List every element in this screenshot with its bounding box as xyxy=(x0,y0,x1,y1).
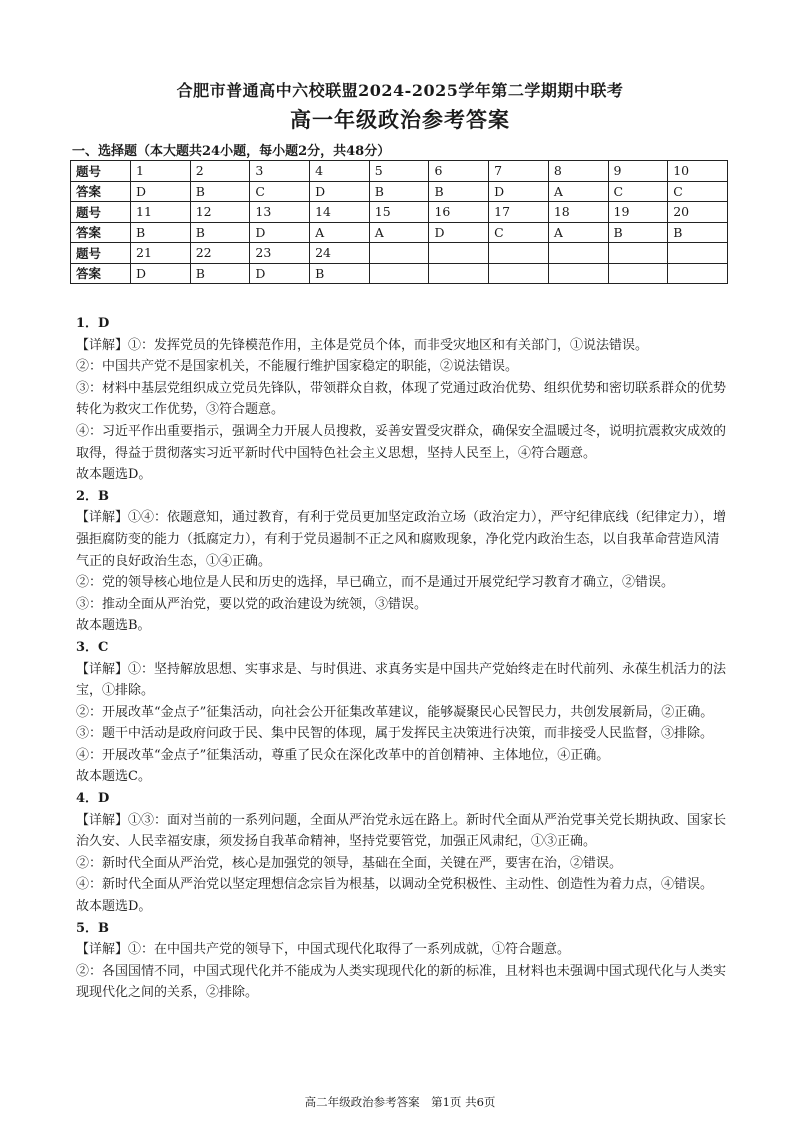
table-cell: 23 xyxy=(250,243,310,264)
section-heading: 一、选择题（本大题共24小题，每小题2分，共48分） xyxy=(72,144,391,159)
table-cell: 11 xyxy=(131,202,191,223)
explanation-line: ②：中国共产党不是国家机关，不能履行维护国家稳定的职能，②说法错误。 xyxy=(76,359,519,375)
explanations xyxy=(76,313,730,1004)
explanation-line: 故本题选D。 xyxy=(76,899,152,915)
question-number: 5．B xyxy=(76,920,110,936)
table-cell: B xyxy=(369,181,429,202)
table-row xyxy=(71,243,728,264)
table-cell: 14 xyxy=(310,202,370,223)
table-cell: D xyxy=(489,181,549,202)
explanation-line: 【详解】①：发挥党员的先锋模范作用，主体是党员个体，而非受灾地区和有关部门，①说法错误。 xyxy=(76,337,649,353)
row-label: 答案 xyxy=(71,181,131,202)
table-cell: 20 xyxy=(668,202,728,223)
table-cell xyxy=(489,263,549,284)
table-cell: B xyxy=(310,263,370,284)
table-cell: C xyxy=(489,222,549,243)
table-cell xyxy=(548,243,608,264)
table-cell: B xyxy=(190,263,250,284)
table-cell xyxy=(429,263,489,284)
table-cell: 12 xyxy=(190,202,250,223)
table-cell: C xyxy=(608,181,668,202)
table-row xyxy=(71,202,728,223)
table-cell xyxy=(369,243,429,264)
table-row xyxy=(71,181,728,202)
table-cell: D xyxy=(310,181,370,202)
explanation-line: 【详解】①④：依题意知，通过教育，有利于党员更加坚定政治立场（政治定力），严守纪律底线（纪律定力），增强拒腐防变的能力（抵腐定力），有利于党员遏制不正之风和腐败现象，净化党内政治生态，以自我革命营造风清气正的良好政治生态，①④正确。 xyxy=(76,510,727,569)
exam-title: 合肥市普通高中六校联盟2024-2025学年第二学期期中联考 xyxy=(176,81,624,100)
table-cell: 8 xyxy=(548,161,608,182)
table-cell: 17 xyxy=(489,202,549,223)
table-row xyxy=(71,161,728,182)
row-label: 题号 xyxy=(71,161,131,182)
table-cell: D xyxy=(429,222,489,243)
table-cell: 10 xyxy=(668,161,728,182)
answer-table xyxy=(70,160,728,284)
table-cell: 1 xyxy=(131,161,191,182)
table-cell: B xyxy=(190,222,250,243)
explanation-line: 【详解】①：坚持解放思想、实事求是、与时俱进、求真务实是中国共产党始终走在时代前列、永葆生机活力的法宝，①排除。 xyxy=(76,661,727,699)
document-subtitle: 高一年级政治参考答案 xyxy=(290,107,510,132)
explanation-line: ②：党的领导核心地位是人民和历史的选择，早已确立，而不是通过开展党纪学习教育才确立，②错误。 xyxy=(76,575,675,591)
table-cell: A xyxy=(310,222,370,243)
table-cell: 7 xyxy=(489,161,549,182)
table-cell xyxy=(668,243,728,264)
explanation-line: 【详解】①：在中国共产党的领导下，中国式现代化取得了一系列成就，①符合题意。 xyxy=(76,942,571,958)
row-label: 题号 xyxy=(71,243,131,264)
table-cell: 19 xyxy=(608,202,668,223)
explanation-line: ④：新时代全面从严治党以坚定理想信念宗旨为根基，以调动全党积极性、主动性、创造性为着力点，④错误。 xyxy=(76,877,714,893)
table-cell xyxy=(548,263,608,284)
table-cell: 3 xyxy=(250,161,310,182)
explanation-line: ③：材料中基层党组织成立党员先锋队，带领群众自救，体现了党通过政治优势、组织优势和密切联系群众的优势转化为救灾工作优势，③符合题意。 xyxy=(76,380,727,418)
table-cell: A xyxy=(548,222,608,243)
table-cell: D xyxy=(131,263,191,284)
explanation-line: 【详解】①③：面对当前的一系列问题，全面从严治党永远在路上。新时代全面从严治党事关党长期执政、国家长治久安、人民幸福安康，须发扬自我革命精神，坚持党要管党，加强正风肃纪，①③正确。 xyxy=(76,812,727,850)
row-label: 答案 xyxy=(71,263,131,284)
table-cell xyxy=(369,263,429,284)
table-cell: 5 xyxy=(369,161,429,182)
table-cell: 6 xyxy=(429,161,489,182)
explanation-line: 故本题选D。 xyxy=(76,467,152,483)
table-cell: B xyxy=(668,222,728,243)
table-cell: B xyxy=(131,222,191,243)
question-number: 3．C xyxy=(76,639,109,655)
page-footer: 高二年级政治参考答案 第1页 共6页 xyxy=(304,1095,496,1109)
table-cell xyxy=(608,263,668,284)
table-cell: A xyxy=(369,222,429,243)
question-number: 2．B xyxy=(76,488,110,504)
table-cell: A xyxy=(548,181,608,202)
table-cell: B xyxy=(608,222,668,243)
table-row xyxy=(71,222,728,243)
table-cell xyxy=(489,243,549,264)
table-cell xyxy=(608,243,668,264)
explanation-line: ③：推动全面从严治党，要以党的政治建设为统领，③错误。 xyxy=(76,596,428,612)
explanation-line: ④：习近平作出重要指示，强调全力开展人员搜救，妥善安置受灾群众，确保安全温暖过冬，说明抗震救灾成效的取得，得益于贯彻落实习近平新时代中国特色社会主义思想，坚持人民至上，④符合题意。 xyxy=(76,423,727,461)
table-cell: 13 xyxy=(250,202,310,223)
row-label: 题号 xyxy=(71,202,131,223)
table-cell: 2 xyxy=(190,161,250,182)
table-cell: D xyxy=(250,222,310,243)
table-cell: C xyxy=(250,181,310,202)
table-cell: 15 xyxy=(369,202,429,223)
table-cell: D xyxy=(131,181,191,202)
explanation-line: 故本题选C。 xyxy=(76,769,151,785)
table-row xyxy=(71,263,728,284)
explanation-line: ②：开展改革“金点子”征集活动，向社会公开征集改革建议，能够凝聚民心民智民力，共创发展新局，②正确。 xyxy=(76,704,714,720)
table-cell: C xyxy=(668,181,728,202)
table-cell: 22 xyxy=(190,243,250,264)
table-cell: 4 xyxy=(310,161,370,182)
table-cell xyxy=(668,263,728,284)
table-cell: 16 xyxy=(429,202,489,223)
table-cell: 21 xyxy=(131,243,191,264)
table-cell: D xyxy=(250,263,310,284)
explanation-line: ④：开展改革“金点子”征集活动，尊重了民众在深化改革中的首创精神、主体地位，④正确。 xyxy=(76,747,610,763)
explanation-line: ②：各国国情不同，中国式现代化并不能成为人类实现现代化的新的标准，且材料也未强调中国式现代化与人类实现现代化之间的关系，②排除。 xyxy=(76,963,727,1001)
table-cell: 18 xyxy=(548,202,608,223)
explanation-line: ③：题干中活动是政府问政于民、集中民智的体现，属于发挥民主决策进行决策，而非接受人民监督，③排除。 xyxy=(76,726,714,742)
row-label: 答案 xyxy=(71,222,131,243)
question-number: 4．D xyxy=(76,791,110,807)
table-cell: 9 xyxy=(608,161,668,182)
table-cell: B xyxy=(429,181,489,202)
explanation-line: 故本题选B。 xyxy=(76,618,151,634)
table-cell: 24 xyxy=(310,243,370,264)
question-number: 1．D xyxy=(76,316,110,331)
explanation-line: ②：新时代全面从严治党，核心是加强党的领导，基础在全面，关键在严，要害在治，②错误。 xyxy=(76,855,623,871)
table-cell xyxy=(429,243,489,264)
table-cell: B xyxy=(190,181,250,202)
